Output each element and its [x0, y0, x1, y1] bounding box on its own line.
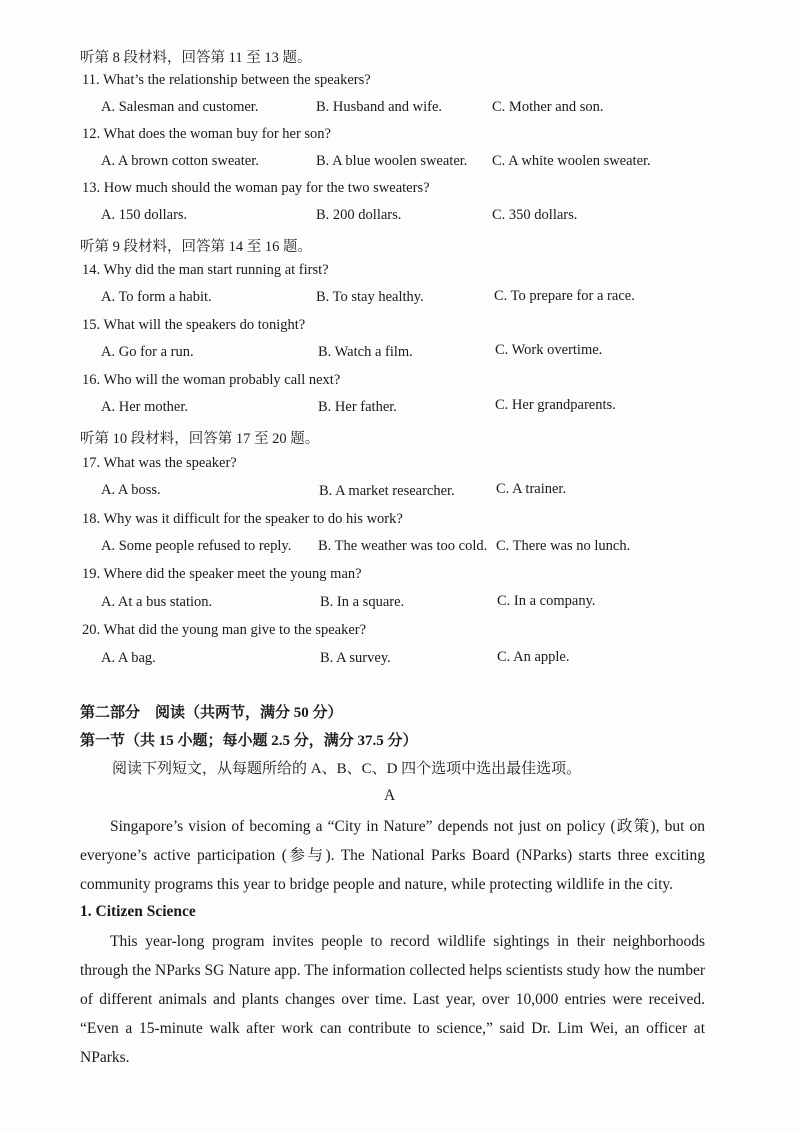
question-20: 20. What did the young man give to the speaker?	[82, 622, 367, 638]
option-19-a: A. At a bus station.	[101, 594, 213, 610]
question-12: 12. What does the woman buy for her son?	[82, 126, 331, 142]
option-15-a: A. Go for a run.	[101, 344, 194, 360]
question-13: 13. How much should the woman pay for the two sweaters?	[82, 180, 430, 196]
question-19: 19. Where did the speaker meet the young man?	[82, 566, 362, 582]
part2-title: 第二部分 阅读（共两节，满分 50 分）	[80, 705, 343, 721]
option-16-b: B. Her father.	[318, 399, 397, 415]
section-header-8: 听第 8 段材料，回答第 11 至 13 题。	[80, 50, 312, 66]
option-15-b: B. Watch a film.	[318, 344, 413, 360]
question-11: 11. What’s the relationship between the speakers?	[82, 72, 371, 88]
option-13-a: A. 150 dollars.	[101, 207, 188, 223]
passage-paragraph-1: Singapore’s vision of becoming a “City in Nature” depends not just on policy (政策), but on everyone’s active participation (参与). The National Parks Board (NParks) starts three exciting community programs this year to bridge people and nature, while protecting wildlife in the city.	[80, 818, 705, 893]
option-14-c: C. To prepare for a race.	[494, 288, 635, 304]
option-19-b: B. In a square.	[320, 594, 405, 610]
passage-letter: A	[384, 787, 396, 804]
option-17-a: A. A boss.	[101, 482, 161, 498]
option-19-c: C. In a company.	[497, 593, 596, 609]
option-20-c: C. An apple.	[497, 649, 570, 665]
option-16-c: C. Her grandparents.	[495, 397, 616, 413]
question-17: 17. What was the speaker?	[82, 455, 237, 471]
question-16: 16. Who will the woman probably call next?	[82, 372, 341, 388]
option-14-b: B. To stay healthy.	[316, 289, 424, 305]
option-11-c: C. Mother and son.	[492, 99, 604, 115]
option-15-c: C. Work overtime.	[495, 342, 603, 358]
option-16-a: A. Her mother.	[101, 399, 188, 415]
option-17-b: B. A market researcher.	[319, 483, 455, 499]
option-12-a: A. A brown cotton sweater.	[101, 153, 259, 169]
question-18: 18. Why was it difficult for the speaker to do his work?	[82, 511, 403, 527]
section-header-9: 听第 9 段材料，回答第 14 至 16 题。	[80, 239, 312, 255]
option-13-c: C. 350 dollars.	[492, 207, 578, 223]
option-11-a: A. Salesman and customer.	[101, 99, 259, 115]
passage-paragraph-2: This year-long program invites people to record wildlife sightings in their neighborhoods through the NParks SG Nature app. The information collected helps scientists study how the number of different animals and plants changes over time. Last year, over 10,000 entries were received. “Even a 15-minute walk after work can contribute to science,” said Dr. Lim Wei, an officer at NParks.	[80, 933, 705, 1066]
option-18-b: B. The weather was too cold.	[318, 538, 488, 554]
option-14-a: A. To form a habit.	[101, 289, 212, 305]
option-18-c: C. There was no lunch.	[496, 538, 631, 554]
part2-instruction: 阅读下列短文，从每题所给的 A、B、C、D 四个选项中选出最佳选项。	[112, 761, 582, 777]
option-18-a: A. Some people refused to reply.	[101, 538, 292, 554]
option-12-b: B. A blue woolen sweater.	[316, 153, 468, 169]
option-12-c: C. A white woolen sweater.	[492, 153, 651, 169]
option-13-b: B. 200 dollars.	[316, 207, 402, 223]
option-17-c: C. A trainer.	[496, 481, 567, 497]
question-15: 15. What will the speakers do tonight?	[82, 317, 306, 333]
option-20-a: A. A bag.	[101, 650, 156, 666]
question-14: 14. Why did the man start running at first?	[82, 262, 329, 278]
option-11-b: B. Husband and wife.	[316, 99, 443, 115]
option-20-b: B. A survey.	[320, 650, 391, 666]
part2-section1: 第一节（共 15 小题；每小题 2.5 分，满分 37.5 分）	[80, 733, 418, 749]
section-header-10: 听第 10 段材料，回答第 17 至 20 题。	[80, 431, 320, 447]
passage-heading-1: 1. Citizen Science	[80, 903, 196, 920]
